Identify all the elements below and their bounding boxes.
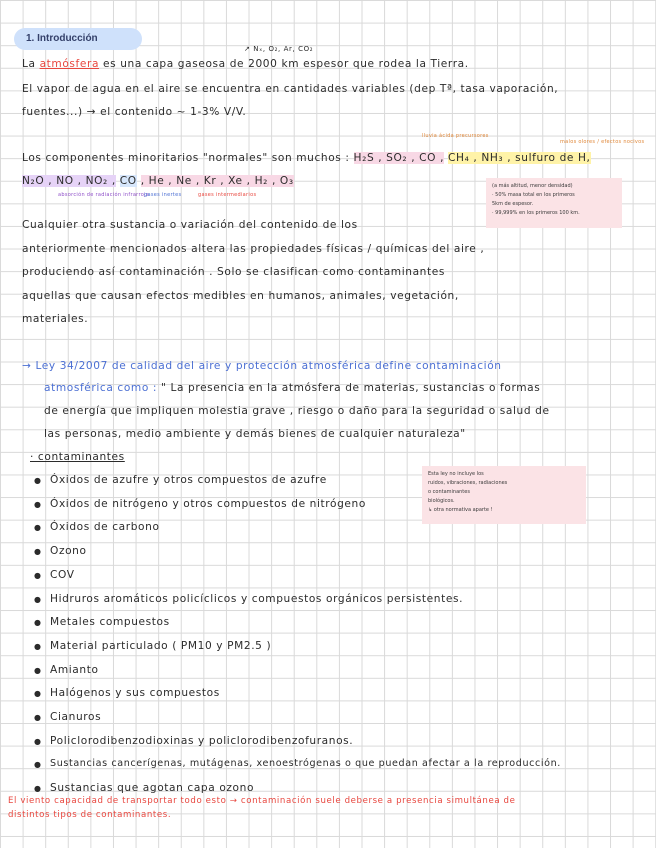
contaminantes-header: · contaminantes [30,451,125,463]
bullet-icon: ● [34,618,41,628]
componentes-line [22,152,591,164]
bullet-icon: ● [34,784,41,794]
word-la: La [22,58,36,70]
componentes-nox: N₂O , NO , NO₂ , [22,175,116,187]
list-item: Hidruros aromáticos policíclicos y compuestos orgánicos persistentes. [50,592,464,605]
section-title: 1. Introducción [14,28,142,50]
note-ley-line-5: ↳ otra normativa aparte ! [428,507,493,513]
note-densidad [486,178,622,228]
law-line-2-blue: atmosférica como : [44,382,158,394]
note-ley-line-3: o contaminantes [428,489,470,495]
bullet-icon: ● [34,689,41,699]
law-line-3: de energía que impliquen molestia grave , riesgo o daño para la seguridad o salud de [44,405,550,417]
annotation-gases-intermediarios: gases intermediarios [198,192,257,198]
componentes-line-2 [22,175,294,187]
bullet-icon: ● [34,570,41,580]
list-item: Amianto [50,663,99,676]
gases-annotation-text: Nₓ, O₂, Ar, CO₂ [253,45,314,53]
list-item: Óxidos de carbono [50,521,160,534]
list-item: Policlorodibenzodioxinas y policlorodibenzofuranos. [50,734,354,747]
footer-line-2: distintos tipos de contaminantes. [8,810,172,820]
componentes-acidos: H₂S , SO₂ , CO , [353,152,445,164]
annotation-gases-inertes: gases inertes [144,192,182,198]
note-densidad-line-2: · 50% masa total en los primeros [492,192,575,198]
list-item: Halógenos y sus compuestos [50,687,220,700]
note-ley [422,466,586,524]
componente-co: CO [119,175,137,187]
annotation-lluvia-acida: lluvia ácida precursores [422,133,489,139]
list-item: Metales compuestos [50,616,170,629]
bullet-icon: ● [34,713,41,722]
list-item: Sustancias que agotan capa ozono [50,782,255,795]
bullet-icon: ● [34,547,41,557]
bullet-icon: ● [34,760,41,770]
para1-line-4: aquellas que causan efectos medibles en humanos, animales, vegetación, [22,290,459,302]
para1-line-1: Cualquier otra sustancia o variación del contenido de los [22,219,358,231]
bullet-icon: ● [34,594,41,604]
bullet-icon: ● [34,476,41,485]
intro-line-3: fuentes...) → el contenido ~ 1-3% V/V. [22,106,247,118]
componentes-text: Los componentes minoritarios "normales" son muchos : [22,152,350,164]
list-item: Óxidos de nitrógeno y otros compuestos de nitrógeno [50,497,366,510]
note-ley-line-1: Esta ley no incluye los [428,471,484,477]
annotation-absorcion: absorción de radiación infrarroja [58,192,150,198]
list-item: Material particulado ( PM10 y PM2.5 ) [50,639,272,652]
list-item: COV [50,568,75,581]
componentes-inertes: , He , Ne , Kr , Xe , H₂ , O₃ [140,175,294,187]
bullet-icon: ● [34,499,41,509]
para1-line-3: produciendo así contaminación . Solo se clasifican como contaminantes [22,266,445,278]
note-ley-line-4: biológicos. [428,498,455,504]
term-atmosfera: atmósfera [39,58,100,70]
componentes-olores: CH₄ , NH₃ , sulfuro de H, [448,152,591,164]
bullet-icon: ● [34,665,41,675]
bullet-icon: ● [34,523,41,533]
gases-annotation [244,45,313,53]
bullet-icon: ● [34,736,41,746]
law-line-2-quote: " La presencia en la atmósfera de materias, sustancias o formas [161,382,541,394]
list-item: Cianuros [50,711,102,723]
footer-line-1: El viento capacidad de transportar todo esto → contaminación suele deberse a presencia simultánea de [8,796,516,806]
para1-line-5: materiales. [22,313,89,325]
note-densidad-line-3: 5km de espesor. [492,201,534,207]
list-item: Sustancias cancerígenas, mutágenas, xenoestrógenas o que puedan afectar a la reproducción. [50,758,561,770]
intro-line-1-rest: es una capa gaseosa de 2000 km espesor que rodea la Tierra. [103,58,469,70]
para1-line-2: anteriormente mencionados altera las propiedades físicas / químicas del aire , [22,243,485,255]
law-line-4: las personas, medio ambiente y demás bienes de cualquier naturaleza" [44,428,466,440]
law-line-2 [44,382,540,394]
list-item: Óxidos de azufre y otros compuestos de azufre [50,474,327,486]
bullet-icon: ● [34,641,41,651]
law-line-1: → Ley 34/2007 de calidad del aire y protección atmosférica define contaminación [22,360,502,372]
intro-line-2: El vapor de agua en el aire se encuentra en cantidades variables (dep Tª, tasa vaporación, [22,83,559,95]
list-item: Ozono [50,545,87,558]
intro-line-1 [22,58,469,70]
note-ley-line-2: ruidos, vibraciones, radiaciones [428,480,508,486]
arrow-icon: ↗ [244,45,251,53]
note-densidad-line-4: · 99,999% en los primeros 100 km. [492,210,580,216]
annotation-malos-olores: malos olores / efectos nocivos [560,139,645,145]
note-densidad-line-1: (a más altitud, menor densidad) [492,183,573,189]
